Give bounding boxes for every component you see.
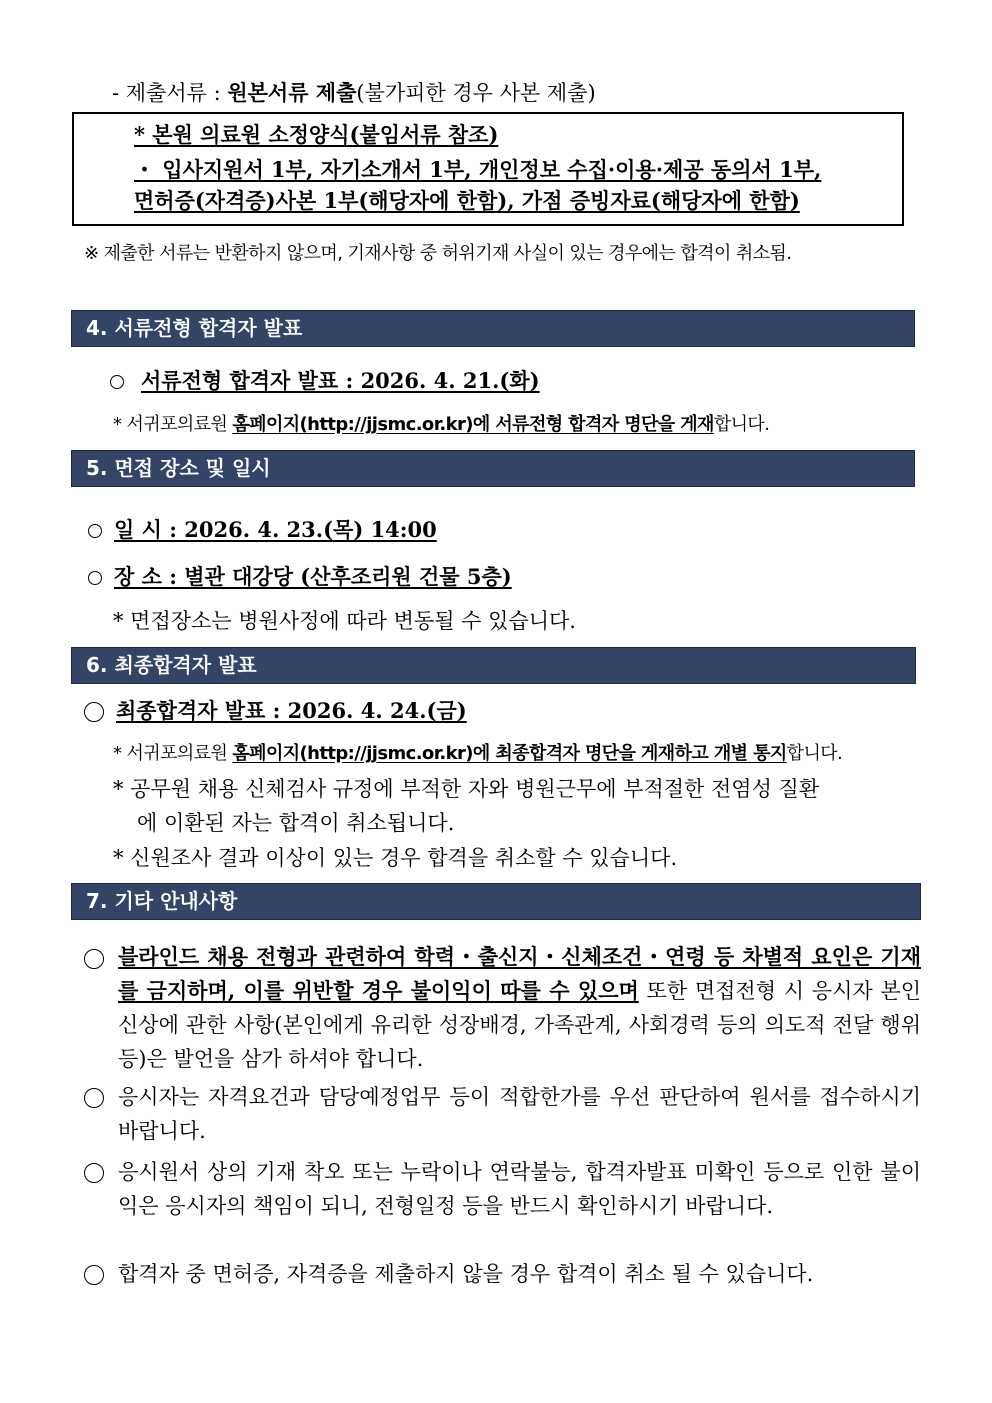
circle-bullet-icon	[110, 375, 124, 389]
section-4-item: 서류전형 합격자 발표 : 2026. 4. 21.(화)	[141, 368, 540, 393]
section-4-note-suffix: 합니다.	[713, 414, 770, 435]
circle-bullet-icon	[88, 524, 102, 538]
section-6-note-2-line-1: * 공무원 채용 신체검사 규정에 부적한 자와 병원근무에 부적절한 전염성 질환	[113, 777, 820, 801]
section-6-note-2-line-2: 에 이환된 자는 합격이 취소됩니다.	[137, 811, 455, 835]
submission-line	[112, 78, 596, 108]
section-4-note-emphasis: 홈페이지(http://jjsmc.or.kr)에 서류전형 합격자 명단을 게재	[232, 414, 714, 435]
section-5-note: * 면접장소는 병원사정에 따라 변동될 수 있습니다.	[113, 609, 576, 633]
circle-bullet-icon	[84, 1088, 104, 1108]
box-line-1: * 본원 의료원 소정양식(붙임서류 참조)	[134, 122, 499, 147]
section-7-item-4: 합격자 중 면허증, 자격증을 제출하지 않을 경우 합격이 취소 될 수 있습니다.	[118, 1262, 814, 1286]
box-line-3: 면허증(자격증)사본 1부(해당자에 한함), 가점 증빙자료(해당자에 한함)	[134, 188, 800, 213]
submission-note: ※ 제출한 서류는 반환하지 않으며, 기재사항 중 허위기재 사실이 있는 경우에는 합격이 취소됨.	[84, 243, 792, 264]
section-6-note-1-suffix: 합니다.	[786, 743, 843, 764]
section-6-item: 최종합격자 발표 : 2026. 4. 24.(금)	[116, 698, 467, 723]
section-5-item-place: 장 소 : 별관 대강당 (산후조리원 건물 5층)	[114, 564, 512, 589]
submission-main: 원본서류 제출	[227, 80, 357, 105]
circle-bullet-icon	[84, 702, 104, 722]
section-7-item-1-rest: 또한 면접전형 시 응시자 본인 신상에 관한 사항(본인에게 유리한 성장배경, 가족관계, 사회경력 등의 의도적 전달 행위 등)은 발언을 삼가 하셔야 합니다.	[118, 979, 921, 1071]
section-7-item-3: 응시원서 상의 기재 착오 또는 누락이나 연락불능, 합격자발표 미확인 등으로 인한 불이익은 응시자의 책임이 되니, 전형일정 등을 반드시 확인하시기 바랍니다.	[118, 1160, 921, 1218]
section-6-note-1	[113, 740, 842, 768]
section-4-note	[113, 411, 769, 439]
section-7-item-1-emphasis: 블라인드 채용 전형과 관련하여 학력・출신지・신체조건・연령 등 차별적 요인은 기재를 금지하며, 이를 위반할 경우 불이익이 따를 수 있으며	[118, 944, 921, 1003]
section-6-header: 6. 최종합격자 발표	[71, 647, 916, 684]
circle-bullet-icon	[88, 571, 102, 585]
submission-prefix: - 제출서류 :	[112, 81, 228, 105]
section-7-item-2: 응시자는 자격요건과 담당예정업무 등이 적합한가를 우선 판단하여 원서를 접수하시기 바랍니다.	[118, 1085, 921, 1143]
section-5-header: 5. 면접 장소 및 일시	[71, 450, 915, 487]
submission-suffix: (불가피한 경우 사본 제출)	[356, 81, 596, 105]
section-4-header: 4. 서류전형 합격자 발표	[71, 310, 915, 347]
section-6-note-1-prefix: * 서귀포의료원	[113, 743, 233, 764]
section-5-item-datetime: 일 시 : 2026. 4. 23.(목) 14:00	[114, 517, 437, 542]
section-6-note-1-emphasis: 홈페이지(http://jjsmc.or.kr)에 최종합격자 명단을 게재하고 개별 통지	[232, 743, 787, 764]
section-4-note-prefix: * 서귀포의료원	[113, 414, 233, 435]
section-6-note-3: * 신원조사 결과 이상이 있는 경우 합격을 취소할 수 있습니다.	[113, 846, 678, 870]
box-line-2: ・ 입사지원서 1부, 자기소개서 1부, 개인정보 수집·이용·제공 동의서 1부,	[134, 157, 822, 182]
section-7-header: 7. 기타 안내사항	[71, 883, 921, 920]
section-7-item-1	[118, 940, 921, 1076]
circle-bullet-icon	[84, 949, 104, 969]
circle-bullet-icon	[84, 1265, 104, 1285]
circle-bullet-icon	[84, 1163, 104, 1183]
